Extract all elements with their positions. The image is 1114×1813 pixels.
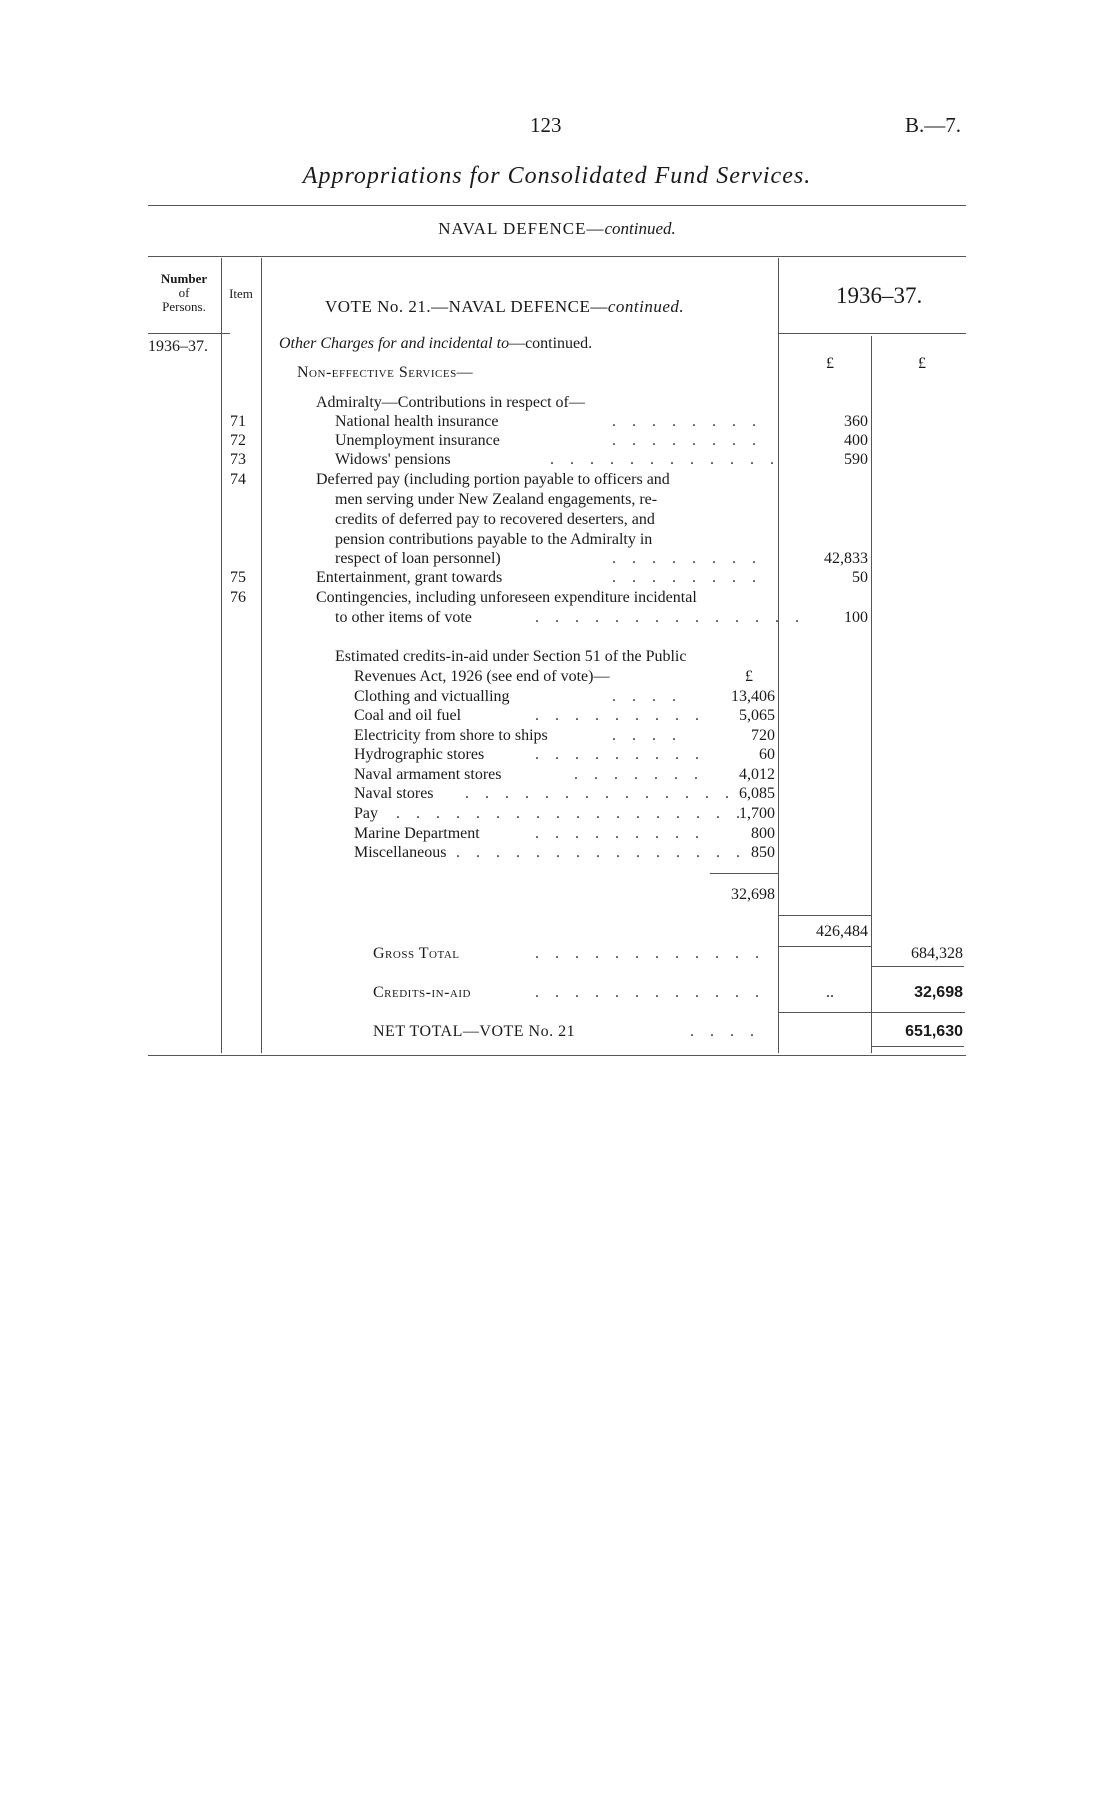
item-number: 74 [230, 471, 246, 488]
vote-title-cont: continued. [607, 297, 685, 316]
net-total-label: NET TOTAL—VOTE No. 21 [373, 1023, 576, 1040]
credit-amount: 720 [751, 727, 775, 744]
persons-header-line-1: Number [160, 271, 208, 286]
credits-intro-line: Estimated credits-in-aid under Section 51 of the Public [335, 648, 687, 665]
credit-amount: 4,012 [739, 766, 775, 783]
leader-dots: . . . . . . . . [612, 413, 762, 430]
subtotal-amount: 426,484 [816, 923, 868, 940]
credits-total-rule [710, 873, 778, 874]
item-amount: 50 [852, 569, 868, 586]
gross-total-amount: 684,328 [911, 945, 963, 962]
document-reference: B.—7. [905, 113, 962, 137]
item-amount: 100 [844, 609, 868, 626]
item-number: 73 [230, 451, 246, 468]
gross-total-rule [872, 966, 964, 967]
credit-label: Clothing and victualling [354, 688, 510, 705]
credit-label: Naval armament stores [354, 766, 502, 783]
item-label: Entertainment, grant towards [316, 569, 503, 586]
vote-title [325, 297, 684, 317]
section-heading-main: NAVAL DEFENCE— [438, 219, 605, 238]
credit-label: Pay [354, 805, 378, 822]
item-amount: 360 [844, 413, 868, 430]
subtotal-column-rule [871, 336, 872, 1053]
item-label: Unemployment insurance [335, 432, 500, 449]
leader-dots: . . . . . . . . . [535, 746, 705, 763]
credit-amount: 850 [751, 844, 775, 861]
item-label: Widows' pensions [335, 451, 451, 468]
credits-intro-line: Revenues Act, 1926 (see end of vote)— [354, 668, 610, 685]
credit-label: Coal and oil fuel [354, 707, 462, 724]
subtotal-bottom-rule [779, 946, 871, 947]
credit-amount: 60 [759, 746, 775, 763]
item-description-line: pension contributions payable to the Admiralty in [335, 531, 653, 548]
credit-label: Hydrographic stores [354, 746, 485, 763]
table-top-rule [148, 256, 966, 257]
leader-dots: . . . . [612, 688, 682, 705]
item-number: 75 [230, 569, 246, 586]
pound-sign-col1: £ [826, 355, 834, 372]
leader-dots: . . . . . . . . . . . . [550, 451, 780, 468]
admiralty-line: Admiralty—Contributions in respect of— [316, 394, 585, 411]
leader-dots: . . . . . . . [574, 766, 704, 783]
services-heading: Non-effective Services— [297, 364, 474, 381]
leader-dots: . . . . [612, 727, 682, 744]
leader-dots: . . . . . . . . . . . . [535, 984, 765, 1001]
gross-total-label: Gross Total [373, 945, 460, 962]
item-column-header: Item [229, 286, 253, 301]
leader-dots: . . . . . . . . . . . . [535, 945, 765, 962]
year-column-header: 1936–37. [836, 283, 923, 308]
amount-column-rule [778, 258, 779, 1053]
leader-dots: . . . . . . . . [612, 569, 762, 586]
credit-amount: 13,406 [731, 688, 775, 705]
item-description-line: men serving under New Zealand engagements, re- [335, 491, 658, 508]
persons-year: 1936–37. [148, 338, 208, 355]
leader-dots: . . . . . . . . [612, 432, 762, 449]
section-heading [0, 219, 1114, 239]
item-number: 76 [230, 589, 246, 606]
credits-in-aid-amount: 32,698 [914, 984, 963, 1001]
item-number: 71 [230, 413, 246, 430]
net-total-top-rule [779, 1012, 965, 1013]
credit-label: Electricity from shore to ships [354, 727, 548, 744]
item-description-line: credits of deferred pay to recovered deserters, and [335, 511, 655, 528]
leader-dots: . . . . [690, 1023, 760, 1040]
persons-header-line-2: of [178, 285, 190, 300]
credits-total: 32,698 [731, 886, 775, 903]
item-amount: 400 [844, 432, 868, 449]
section-heading-cont: continued. [604, 219, 676, 238]
table-bottom-rule [148, 1055, 966, 1056]
item-description-line: Deferred pay (including portion payable to officers and [316, 471, 670, 488]
subheading-cont: —continued. [509, 335, 593, 352]
leader-dots: . . . . . . . . . . . . . . . . . . [396, 805, 746, 822]
net-total-amount: 651,630 [905, 1023, 963, 1040]
credit-amount: 1,700 [739, 805, 775, 822]
vote-title-main: VOTE No. 21.—NAVAL DEFENCE— [325, 297, 608, 316]
subheading-italic: Other Charges for and incidental to [279, 335, 510, 352]
item-amount: 590 [844, 451, 868, 468]
persons-header-line-3: Persons. [162, 299, 206, 314]
credit-label: Marine Department [354, 825, 480, 842]
credit-label: Miscellaneous [354, 844, 447, 861]
item-description-line: respect of loan personnel) [335, 550, 501, 567]
credit-label: Naval stores [354, 785, 434, 802]
subtotal-top-rule [779, 915, 871, 916]
page-number: 123 [530, 113, 562, 137]
credit-amount: 5,065 [739, 707, 775, 724]
net-total-rule [872, 1046, 964, 1047]
credit-amount: 800 [751, 825, 775, 842]
item-description-line: to other items of vote [335, 609, 472, 626]
title-rule [148, 205, 966, 206]
leader-dots: . . . . . . . . . [535, 825, 705, 842]
credits-in-aid-dots: .. [826, 984, 834, 1001]
item-number: 72 [230, 432, 246, 449]
item-column-rule [261, 258, 262, 1053]
leader-dots: . . . . . . . . . . . . . . [535, 609, 805, 626]
item-amount: 42,833 [824, 550, 868, 567]
item-description-line: Contingencies, including unforeseen expenditure incidental [316, 589, 697, 606]
leader-dots: . . . . . . . . . [535, 707, 705, 724]
item-label: National health insurance [335, 413, 499, 430]
leader-dots: . . . . . . . . . . . . . . . [456, 844, 746, 861]
credits-in-aid-label: Credits-in-aid [373, 984, 471, 1001]
document-title: Appropriations for Consolidated Fund Services. [302, 163, 812, 189]
leader-dots: . . . . . . . . [612, 550, 762, 567]
persons-column-rule [221, 258, 222, 1053]
leader-dots: . . . . . . . . . . . . . . [465, 785, 735, 802]
persons-header-rule [148, 333, 230, 334]
amount-header-rule [778, 333, 966, 334]
pound-sign-col2: £ [918, 355, 926, 372]
credit-amount: 6,085 [739, 785, 775, 802]
persons-column-header [148, 272, 220, 314]
subheading [279, 334, 592, 354]
credits-pound-sign: £ [745, 668, 753, 685]
